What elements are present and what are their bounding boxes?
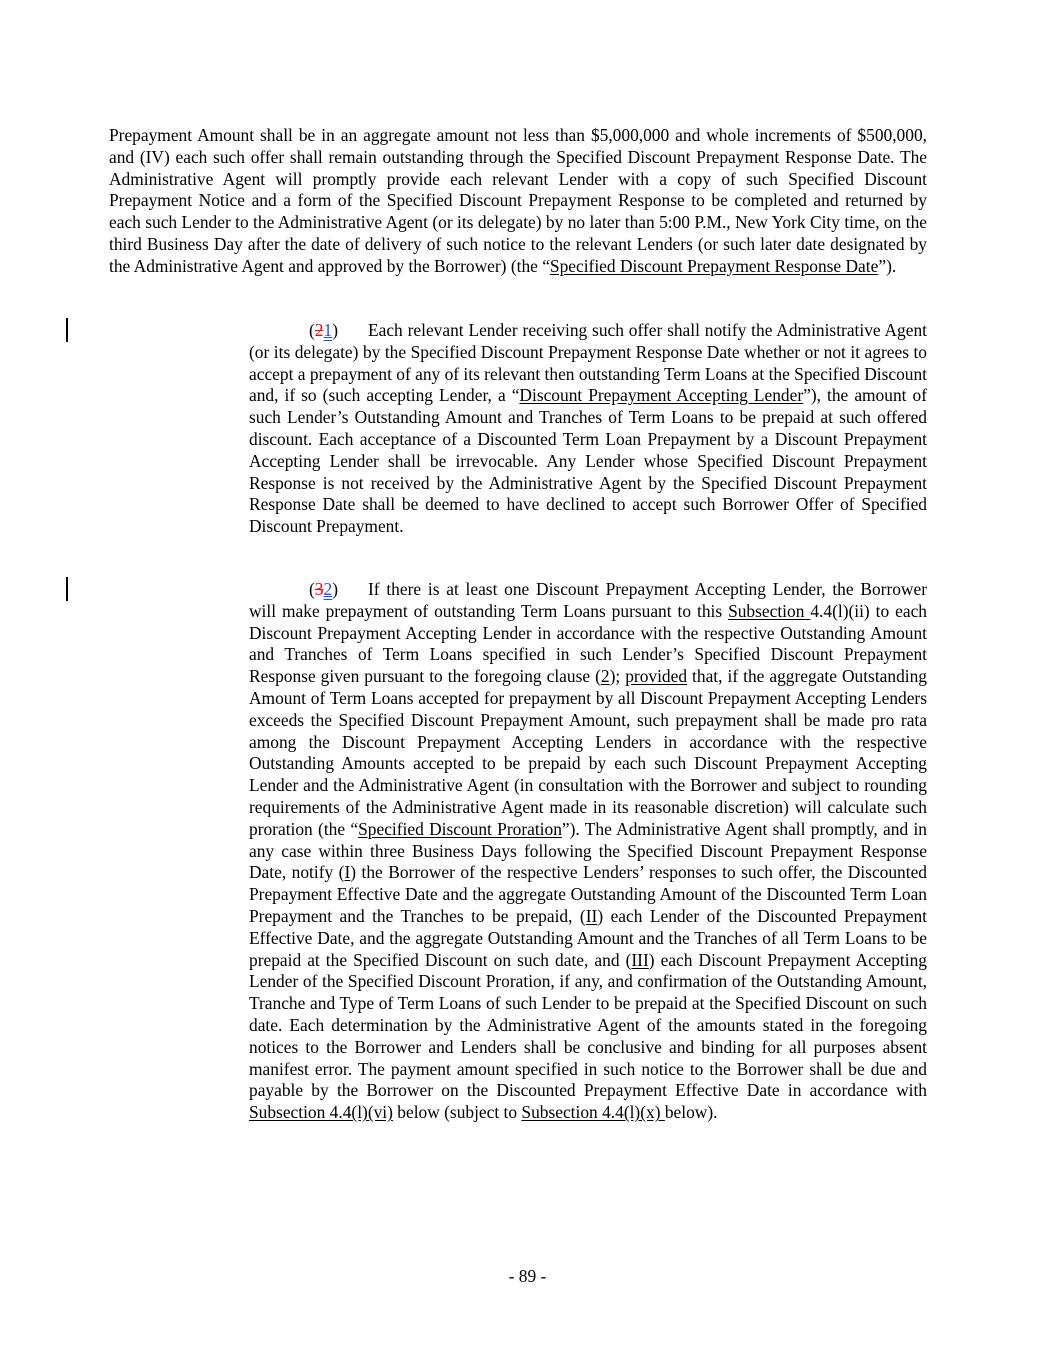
clause-text: ”), the amount of such Lender’s Outstanding Amount and Tranches of Term Loans to be prepaid at such offered discount. Each acceptance of a Discounted Term Loan Prepayment by a Discount Prepayment Accepting Lender shall be irrevocable. Any Lender whose Specified Discount Prepayment Response is not received by the Administrative Agent by the Specified Discount Prepayment Response Date shall be deemed to have declined to accept such Borrower Offer of Specified Discount Prepayment. (249, 385, 927, 537)
clause-text: ) each Lender of the Discounted Prepayment Effective Date, and the aggregate Outstanding Amount and the Tranches of all Term Loans to be prepaid at the Specified Discount on such date, and ( (249, 905, 927, 970)
paragraph-text: Prepayment Amount shall be in an aggregate amount not less than $5,000,000 and whole increments of $500,000, and (IV) each such offer shall remain outstanding through the Specified Discount Prepayment Response Date. The Administrative Agent will promptly provide each relevant Lender with a copy of such Specified Discount Prepayment Notice and a form of the Specified Discount Prepayment Response to be completed and returned by each such Lender to the Administrative Agent (or its delegate) by no later than 5:00 P.M., New York City time, on the third Business Day after the date of delivery of such notice to the relevant Lenders (or such later date designated by the Administrative Agent and approved by the Borrower) (the “ (109, 125, 927, 276)
clause-close-paren: ) (332, 320, 338, 340)
clause-close-paren: ) (332, 579, 338, 599)
clause-1 (249, 320, 927, 538)
revision-change-bar (66, 577, 68, 601)
clause-text: If there is at least one Discount Prepayment Accepting Lender, the Borrower will make prepayment of outstanding Term Loans pursuant to this (249, 579, 927, 621)
cross-reference: I (344, 862, 351, 883)
clause-text: ); (609, 666, 626, 687)
paragraph-text: ”). (878, 255, 897, 276)
clause-text: ) each Discount Prepayment Accepting Lender of the Specified Discount Proration, if any, and confirmation of the Outstanding Amount, Tranche and Type of Term Loans of such Lender to be prepaid at the Specified Discount on such date. Each determination by the Administrative Agent of the amounts stated in the foregoing notices to the Borrower and Lenders shall be conclusive and binding for all purposes absent manifest error. The payment amount specified in such notice to the Borrower shall be due and payable by the Borrower on the Discounted Prepayment Effective Date in accordance with (249, 949, 927, 1101)
defined-term: Discount Prepayment Accepting Lender (519, 385, 804, 406)
inserted-clause-number: 2 (323, 579, 333, 599)
clause-text: that, if the aggregate Outstanding Amount of Term Loans accepted for prepayment by all Discount Prepayment Accepting Lenders exceeds the Specified Discount Prepayment Amount, such prepayment shall be made pro rata among the Discount Prepayment Accepting Lenders in accordance with the respective Outstanding Amounts accepted to be prepaid by each such Discount Prepayment Accepting Lender and the Administrative Agent (in consultation with the Borrower and subject to rounding requirements of the Administrative Agent made in its reasonable discretion) will calculate such proration (the “ (249, 666, 927, 839)
cross-reference: Subsection (728, 600, 811, 621)
deleted-clause-number: 3 (314, 579, 324, 599)
clause-text: below). (664, 1102, 718, 1123)
clause-open-paren: ( (309, 579, 315, 599)
defined-term: Specified Discount Prepayment Response Date (549, 255, 879, 276)
clause-text: ) the Borrower of the respective Lenders’ responses to such offer, the Discounted Prepayment Effective Date and the aggregate Outstanding Amount of the Discounted Term Loan Prepayment and the Tranches to be prepaid, ( (249, 862, 928, 926)
defined-term: Specified Discount Proration (358, 818, 562, 839)
cross-reference: 2 (600, 666, 610, 687)
revision-change-bar (66, 318, 68, 342)
cross-reference: III (631, 949, 649, 970)
inserted-clause-number: 1 (323, 320, 333, 340)
paragraph-continuation (109, 125, 927, 278)
cross-reference: II (585, 905, 598, 926)
page-number: - 89 - (508, 1266, 547, 1286)
proviso-term: provided (625, 666, 688, 687)
clause-2 (249, 579, 927, 1124)
clause-text: ”). The Administrative Agent shall promptly, and in any case within three Business Days following the Specified Discount Prepayment Response Date, notify ( (249, 818, 927, 883)
clause-text: 4.4(l)(ii) to each Discount Prepayment Accepting Lender in accordance with the respective Outstanding Amount and Tranches of Term Loans specified in such Lender’s Specified Discount Prepayment Response given pursuant to the foregoing clause ( (249, 600, 927, 687)
cross-reference: Subsection 4.4(l)(vi) (249, 1102, 393, 1123)
cross-reference: Subsection 4.4(l)(x) (521, 1102, 665, 1123)
clause-text: Each relevant Lender receiving such offer shall notify the Administrative Agent (or its delegate) by the Specified Discount Prepayment Response Date whether or not it agrees to accept a prepayment of any of its relevant then outstanding Term Loans at the Specified Discount and, if so (such accepting Lender, a “ (249, 320, 927, 406)
clause-text: below (subject to (392, 1102, 522, 1123)
clause-open-paren: ( (309, 320, 315, 340)
deleted-clause-number: 2 (314, 320, 324, 340)
